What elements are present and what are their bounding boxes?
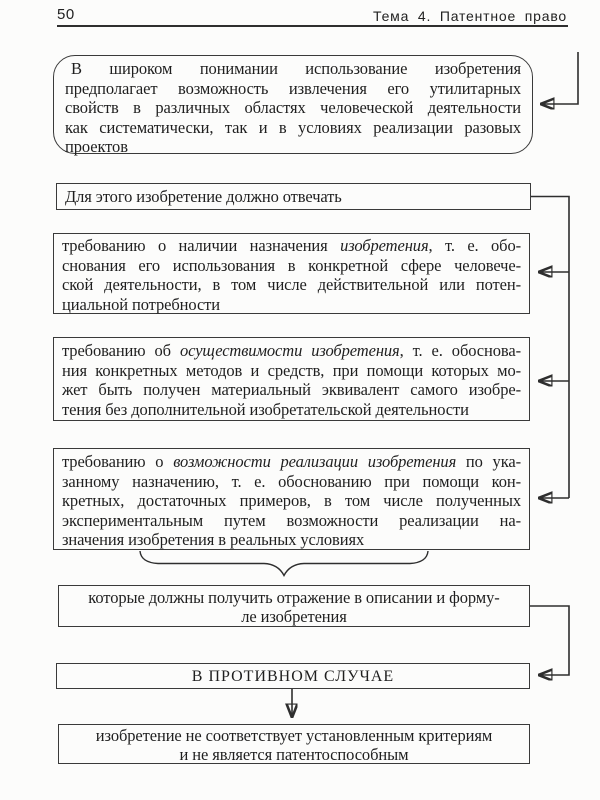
trunk-line [531,197,569,499]
brace-down-icon [140,551,428,576]
header-rule [57,25,568,27]
flow-box-not-patentable: изобретение не соответствует установленным критериям и не является патентоспособным [58,724,530,764]
flow-box-otherwise: В ПРОТИВНОМ СЛУЧАЕ [56,663,530,689]
flow-box-req-osushchestvimost: требованию об осуществимости изобретения, т. е. обоснова- ния конкретных методов и средств, при помощи которых мо- жет быть получен материальный эквивалент самого изобре- тения без дополнительной изобретательской деятельности [53,337,530,421]
flow-box-reflection: которые должны получить отражение в описании и форму- ле изобретения [58,585,530,627]
flow-box-lead: Для этого изобретение должно отвечать [56,183,531,210]
flow-box-broad-use: В широком понимании использование изобретения предполагает возможность извлечения его утилитарных свойств в различных областях человеческой деятельности как систематически, так и в условиях реализации разовых проектов [53,55,533,154]
running-title: Тема 4. Патентное право [373,8,567,24]
page-number: 50 [57,6,75,23]
arrow-reflection-to-otherwise [530,606,569,675]
flow-box-req-realizatsiya: требованию о возможности реализации изобретения по ука- занному назначению, т. е. обоснованию при помощи кон- кретных, достаточных примеров, в том числе полученных экспериментальным путем возможности реализации на- значения изобретения в реальных условиях [53,448,530,550]
flow-box-req-naznachenie: требованию о наличии назначения изобретения, т. е. обо- снования его использования в конкретной сфере человече- ской деятельности, в том числе действительной или потен- циальной потребности [53,233,530,314]
entry-arrow [541,52,578,104]
